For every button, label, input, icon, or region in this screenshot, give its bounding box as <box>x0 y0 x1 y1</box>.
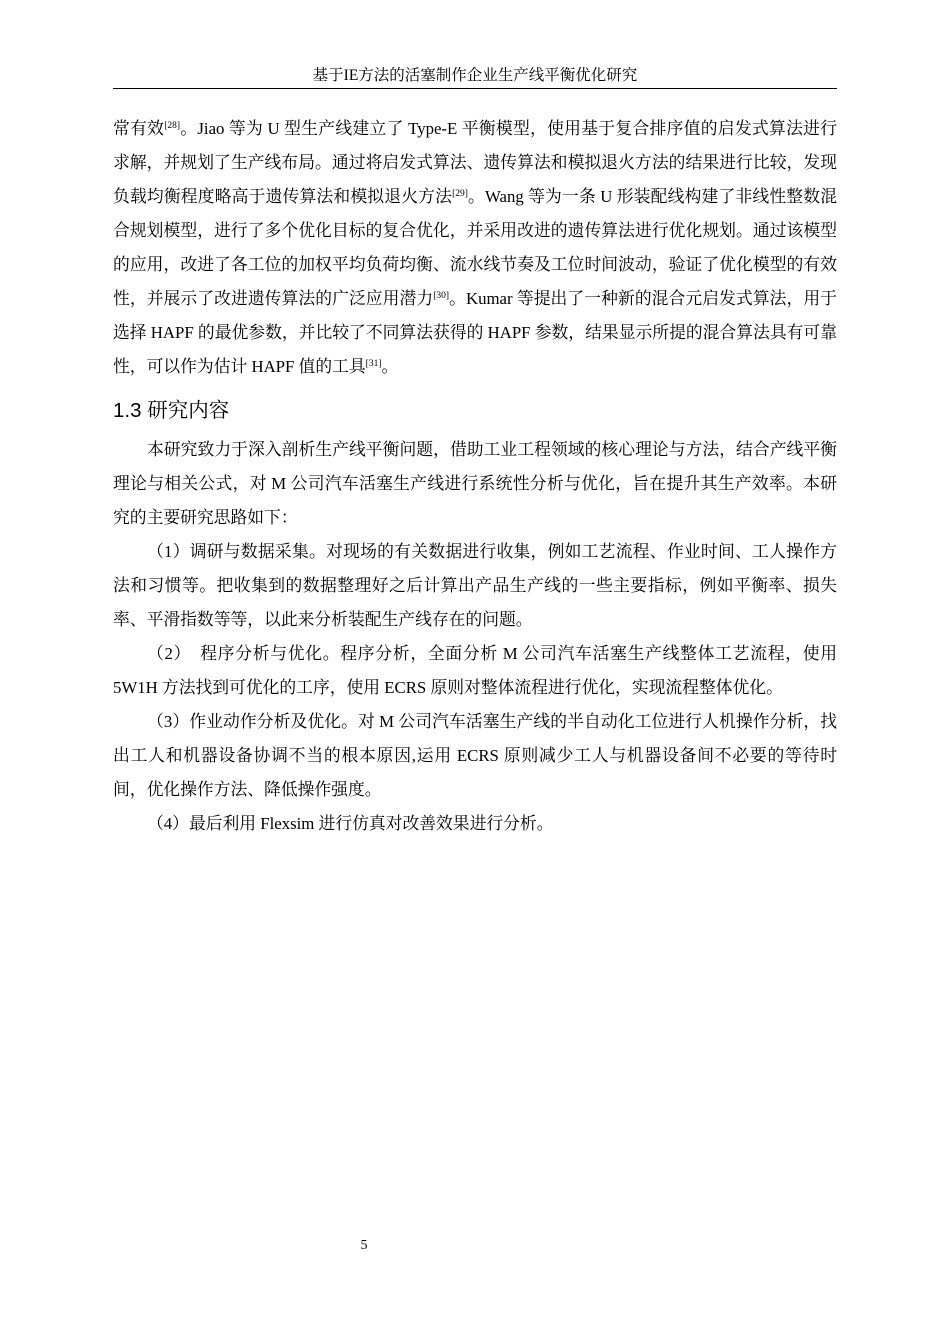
page-body <box>113 112 837 841</box>
paragraph-text: 。Wang 等为一条 U 形装配线构建了非线性整数混合规划模型，进行了多个优化目标的复合优化，并采用改进的遗传算法进行优化规划。通过该模型的应用，改进了各工位的加权平均负荷均衡、流水线节奏及工位时间波动，验证了优化模型的有效性，并展示了改进遗传算法的广泛应用潜力 <box>113 187 837 308</box>
section-lead-paragraph: 本研究致力于深入剖析生产线平衡问题，借助工业工程领域的核心理论与方法，结合产线平衡理论与相关公式，对 M 公司汽车活塞生产线进行系统性分析与优化，旨在提升其生产效率。本研究的主要研究思路如下： <box>113 440 837 527</box>
research-item-1: （1）调研与数据采集。对现场的有关数据进行收集，例如工艺流程、作业时间、工人操作方法和习惯等。把收集到的数据整理好之后计算出产品生产线的一些主要指标，例如平衡率、损失率、平滑指数等等，以此来分析装配生产线存在的问题。 <box>113 542 837 629</box>
header-rule <box>113 88 837 89</box>
page-number: 5 <box>360 1238 368 1253</box>
paragraph-text: 常有效 <box>113 119 165 138</box>
paragraph-text: 。 <box>381 357 399 376</box>
citation-marker: [28] <box>164 121 181 131</box>
citation-marker: [30] <box>433 291 450 301</box>
paragraph-text: 。Kumar 等提出了一种新的混合元启发式算法，用于选择 HAPF 的最优参数，并比较了不同算法获得的 HAPF 参数，结果显示所提的混合算法具有可靠性，可以作为估计 HAPF 值的工具 <box>113 289 837 376</box>
citation-marker: [31] <box>365 359 382 369</box>
research-item-2: （2） 程序分析与优化。程序分析，全面分析 M 公司汽车活塞生产线整体工艺流程，使用 5W1H 方法找到可优化的工序，使用 ECRS 原则对整体流程进行优化，实现流程整体优化。 <box>113 644 837 697</box>
paragraph-text: 。Jiao 等为 U 型生产线建立了 Type-E 平衡模型，使用基于复合排序值的启发式算法进行求解，并规划了生产线布局。通过将启发式算法、遗传算法和模拟退火方法的结果进行比较，发现负载均衡程度略高于遗传算法和模拟退火方法 <box>113 119 837 206</box>
literature-review-paragraph <box>113 112 837 384</box>
section-heading: 1.3 研究内容 <box>113 399 230 422</box>
research-item-4: （4）最后利用 Flexsim 进行仿真对改善效果进行分析。 <box>147 814 554 833</box>
running-header: 基于IE方法的活塞制作企业生产线平衡优化研究 <box>312 67 638 84</box>
citation-marker: [29] <box>452 189 468 199</box>
research-item-3: （3）作业动作分析及优化。对 M 公司汽车活塞生产线的半自动化工位进行人机操作分析，找出工人和机器设备协调不当的根本原因,运用 ECRS 原则减少工人与机器设备间不必要的等待时间，优化操作方法、降低操作强度。 <box>113 712 837 799</box>
